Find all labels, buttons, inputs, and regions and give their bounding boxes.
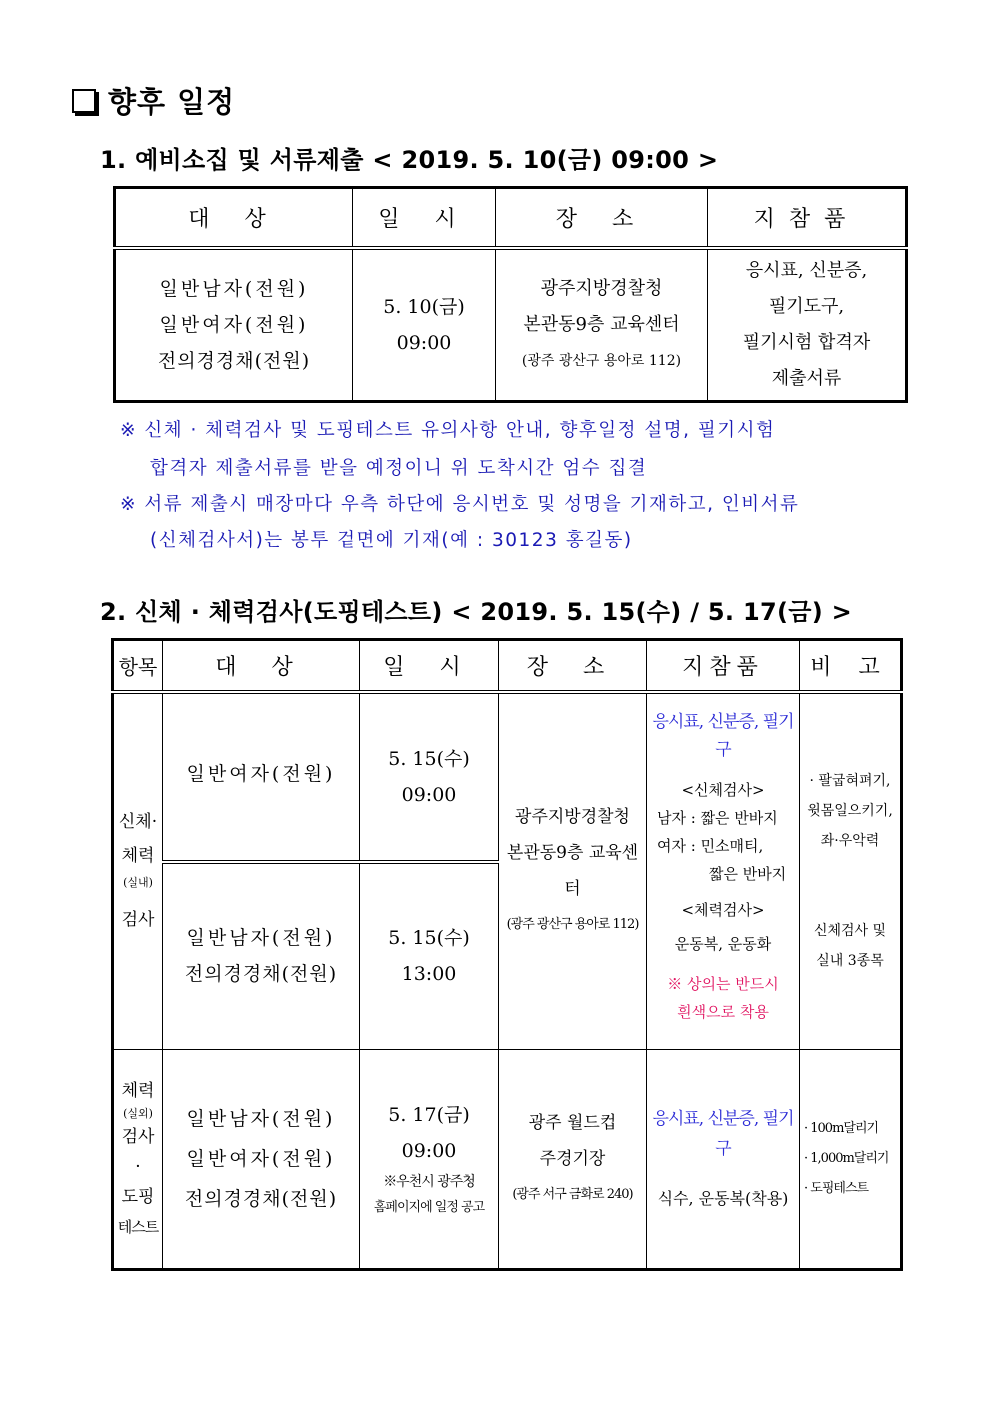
- section1-heading: 1. 예비소집 및 서류제출 < 2019. 5. 10(금) 09:00 >: [100, 146, 719, 174]
- datetime-outdoor: [360, 1050, 499, 1270]
- remarks-line: · 1,000m달리기: [804, 1151, 889, 1166]
- header-target: 대 상: [163, 640, 360, 692]
- remarks-line: 좌·우악력: [820, 833, 880, 850]
- header-category: 항목: [113, 640, 163, 692]
- category-line: 검사: [121, 1127, 155, 1147]
- category-line: 검사: [121, 910, 155, 931]
- category-line: 체력: [121, 846, 155, 867]
- target-indoor-a: [163, 692, 360, 862]
- target-line: 일반여자(전원): [186, 762, 336, 785]
- date-line: 5. 10(금): [383, 295, 465, 318]
- items-line: 응시표, 신분증,: [745, 259, 868, 281]
- place-line: 본관동9층 교육센터: [523, 313, 680, 335]
- section-title-text: 향후 일정: [108, 85, 236, 119]
- header-target: 대 상: [115, 188, 353, 248]
- items-blue-line: 응시표, 신분증, 필기구: [652, 1109, 794, 1159]
- target-line: 일반남자(전원): [159, 277, 309, 300]
- items-line: <체력검사>: [681, 900, 765, 919]
- target-indoor-b: [163, 862, 360, 1050]
- category-indoor: [113, 692, 163, 1050]
- header-remarks: 비 고: [800, 640, 902, 692]
- items-blue-line: 응시표, 신분증, 필기구: [652, 711, 794, 760]
- items-line: 운동복, 운동화: [674, 934, 772, 953]
- date-line: 5. 17(금): [388, 1104, 470, 1126]
- items-line: 필기시험 합격자: [742, 331, 871, 353]
- items-line: 필기도구,: [768, 295, 845, 317]
- items-line: <신체검사>: [681, 780, 765, 799]
- items-line: 제출서류: [771, 367, 842, 389]
- target-cell: [115, 248, 353, 402]
- category-sub: (실외): [123, 1107, 153, 1120]
- remarks-outdoor: [800, 1050, 902, 1270]
- category-outdoor: [113, 1050, 163, 1270]
- header-datetime: 일 시: [353, 188, 496, 248]
- note-1-line-2: 합격자 제출서류를 받을 예정이니 위 도착시간 엄수 집결: [150, 458, 648, 479]
- checkbox-square-icon: [72, 89, 96, 113]
- items-line: 여자 : 민소매티,: [657, 836, 764, 855]
- rain-note-line: 홈페이지에 일정 공고: [373, 1200, 485, 1215]
- category-line: 도핑: [121, 1187, 155, 1207]
- target-line: 전의경경채(전원): [157, 349, 311, 372]
- place-line: 광주지방경찰청: [515, 807, 630, 828]
- time-line: 09:00: [401, 783, 457, 806]
- header-items: 지참품: [708, 188, 907, 248]
- category-sub: (실내): [123, 876, 153, 890]
- remarks-line: · 100m달리기: [804, 1121, 879, 1136]
- remarks-line: 윗몸일으키기,: [807, 803, 893, 820]
- date-line: 5. 15(수): [388, 747, 470, 770]
- remarks-line: 실내 3종목: [816, 953, 884, 970]
- header-place: 장 소: [499, 640, 647, 692]
- section2-table: [111, 638, 903, 1271]
- items-line: 남자 : 짧은 반바지: [657, 808, 778, 827]
- place-indoor: [499, 692, 647, 1050]
- place-line: 본관동9층 교육센터: [506, 843, 639, 900]
- place-line: 주경기장: [539, 1149, 606, 1169]
- section-title: [72, 80, 235, 121]
- place-address: (광주 광산구 용아로 112): [506, 917, 639, 933]
- header-items: 지참품: [647, 640, 800, 692]
- place-line: 광주 월드컵: [528, 1113, 617, 1133]
- datetime-indoor-a: [360, 692, 499, 862]
- time-line: 13:00: [401, 963, 457, 986]
- target-line: 일반여자(전원): [159, 313, 309, 336]
- items-cell: [708, 248, 907, 402]
- date-line: 5. 15(수): [388, 927, 470, 950]
- items-indoor: [647, 692, 800, 1050]
- remarks-line: 신체검사 및: [813, 923, 887, 940]
- place-address: (광주 광산구 용아로 112): [521, 352, 682, 369]
- header-datetime: 일 시: [360, 640, 499, 692]
- items-line: 짧은 반바지: [709, 864, 787, 883]
- section1-table: [113, 186, 908, 403]
- target-line: 일반남자(전원): [186, 1108, 336, 1130]
- warning-line: 흰색으로 착용: [677, 1002, 769, 1021]
- category-line: 신체·: [118, 812, 158, 833]
- target-outdoor: [163, 1050, 360, 1270]
- items-line: 식수, 운동복(착용): [657, 1189, 789, 1208]
- place-cell: [496, 248, 708, 402]
- time-line: 09:00: [401, 1140, 457, 1162]
- datetime-indoor-b: [360, 862, 499, 1050]
- target-line: 일반여자(전원): [186, 1148, 336, 1170]
- remarks-indoor: [800, 692, 902, 1050]
- remarks-line: · 도핑테스트: [804, 1181, 869, 1196]
- rain-note-line: ※우천시 광주청: [383, 1174, 475, 1190]
- remarks-line: · 팔굽혀펴기,: [809, 773, 891, 790]
- category-line: 체력: [121, 1081, 155, 1101]
- category-line: ·: [135, 1157, 141, 1177]
- warning-line: ※ 상의는 반드시: [667, 974, 779, 993]
- category-line: 테스트: [117, 1218, 159, 1236]
- datetime-cell: [353, 248, 496, 402]
- place-line: 광주지방경찰청: [540, 277, 663, 299]
- note-1-line-1: ※ 신체 · 체력검사 및 도핑테스트 유의사항 안내, 향후일정 설명, 필기시험: [120, 420, 776, 441]
- target-line: 전의경경채(전원): [184, 1188, 338, 1210]
- section2-heading: 2. 신체 · 체력검사(도핑테스트) < 2019. 5. 15(수) / 5. 17(금) >: [100, 598, 853, 626]
- place-address: (광주 서구 금화로 240): [512, 1187, 633, 1202]
- items-outdoor: [647, 1050, 800, 1270]
- header-place: 장 소: [496, 188, 708, 248]
- target-line: 전의경경채(전원): [184, 963, 338, 986]
- time-line: 09:00: [396, 331, 452, 354]
- note-2-line-2: (신체검사서)는 봉투 겉면에 기재(예 : 30123 홍길동): [150, 530, 633, 551]
- target-line: 일반남자(전원): [186, 927, 336, 950]
- note-2-line-1: ※ 서류 제출시 매장마다 우측 하단에 응시번호 및 성명을 기재하고, 인비서류: [120, 494, 800, 515]
- place-outdoor: [499, 1050, 647, 1270]
